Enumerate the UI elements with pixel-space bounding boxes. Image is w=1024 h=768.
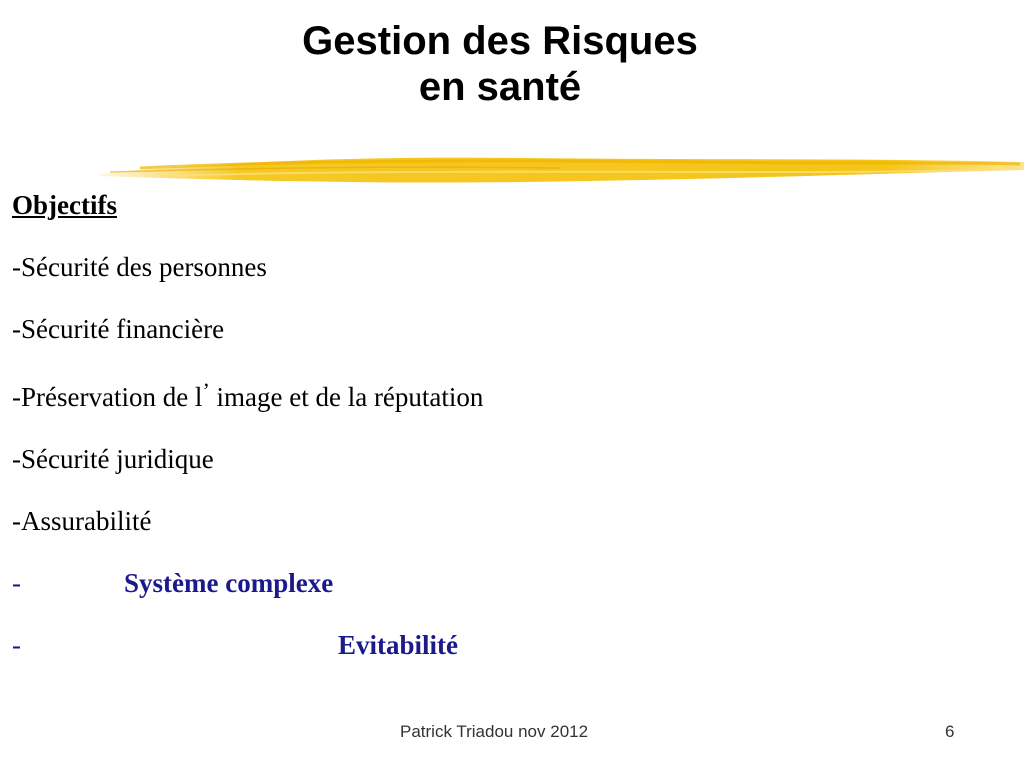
yellow-brush-stroke-divider (100, 148, 1024, 190)
bullet-image-part-2: image et de la réputation (209, 382, 484, 412)
bullet-assurabilite: -Assurabilité (12, 506, 152, 536)
apostrophe-glyph: ’ (202, 378, 210, 403)
objectives-heading: Objectifs (12, 190, 117, 220)
bullet-evitabilite (12, 628, 992, 662)
bullet-securite-juridique: -Sécurité juridique (12, 444, 214, 474)
emphasis-label-systeme-complexe: Système complexe (124, 568, 334, 598)
slide-title (0, 18, 1000, 110)
bullet-systeme-complexe (12, 566, 992, 600)
footer-author: Patrick Triadou nov 2012 (400, 722, 589, 741)
slide-content (12, 188, 992, 690)
page-number: 6 (945, 722, 955, 741)
bullet-dash: - (12, 568, 21, 598)
bullet-image-part-1: -Préservation de l (12, 382, 203, 412)
emphasis-label-evitabilite: Evitabilité (338, 630, 458, 660)
bullet-dash: - (12, 630, 21, 660)
title-line-2: en santé (418, 65, 582, 109)
bullet-securite-financiere: -Sécurité financière (12, 314, 225, 344)
title-line-1: Gestion des Risques (302, 19, 698, 63)
bullet-securite-personnes: -Sécurité des personnes (12, 252, 267, 282)
bullet-preservation-image (12, 374, 992, 414)
